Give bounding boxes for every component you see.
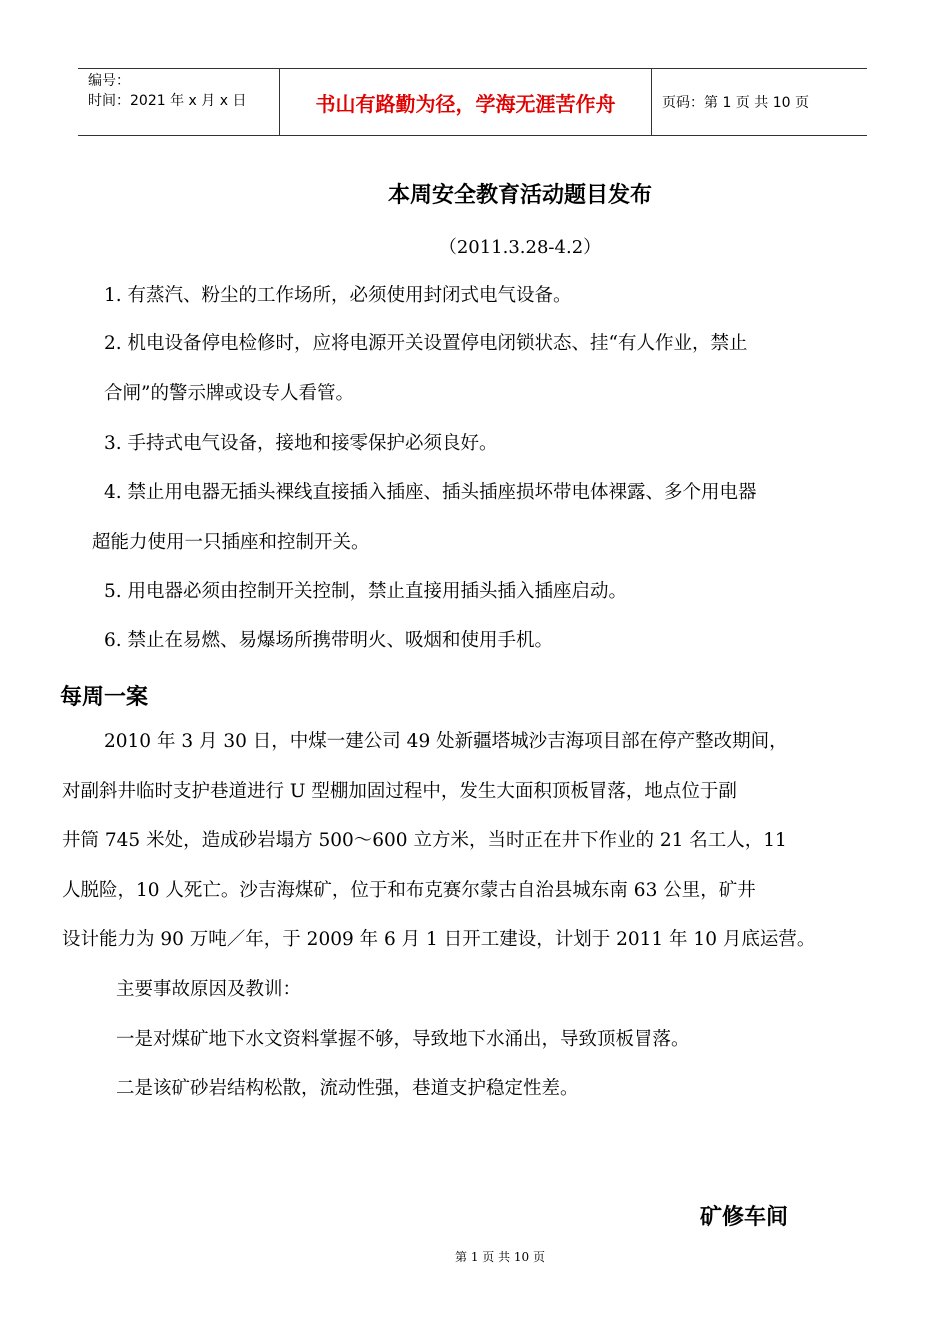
lesson-item: 一是对煤矿地下水文资料掌握不够，导致地下水涌出，导致顶板冒落。 xyxy=(116,1029,690,1050)
list-item: 合闸”的警示牌或设专人看管。 xyxy=(104,383,354,404)
list-item: 3. 手持式电气设备，接地和接零保护必须良好。 xyxy=(104,433,498,454)
case-paragraph-line: 井筒 745 米处，造成砂岩塌方 500～600 立方米，当时正在井下作业的 21 名工人，11 xyxy=(62,830,787,851)
list-item: 超能力使用一只插座和控制开关。 xyxy=(92,532,370,553)
signature: 矿修车间 xyxy=(700,1205,789,1230)
list-item: 1. 有蒸汽、粉尘的工作场所，必须使用封闭式电气设备。 xyxy=(104,285,572,306)
list-item: 5. 用电器必须由控制开关控制，禁止直接用插头插入插座启动。 xyxy=(104,581,628,602)
page-header xyxy=(78,68,867,136)
document-number-label: 编号： xyxy=(88,73,130,89)
list-item: 2. 机电设备停电检修时，应将电源开关设置停电闭锁状态、挂“有人作业，禁止 xyxy=(104,333,748,354)
case-paragraph-line: 人脱险，10 人死亡。沙吉海煤矿，位于和布克赛尔蒙古自治县城东南 63 公里，矿井 xyxy=(62,880,756,901)
page-footer: 第 1 页 共 10 页 xyxy=(455,1250,545,1264)
document-title: 本周安全教育活动题目发布 xyxy=(387,183,652,208)
lesson-item: 二是该矿砂岩结构松散，流动性强，巷道支护稳定性差。 xyxy=(116,1078,579,1099)
list-item: 6. 禁止在易燃、易爆场所携带明火、吸烟和使用手机。 xyxy=(104,630,554,651)
lessons-heading: 主要事故原因及教训： xyxy=(116,979,302,1000)
document-time-label: 时间：2021 年 x 月 x 日 xyxy=(88,93,247,109)
case-paragraph-line: 对副斜井临时支护巷道进行 U 型棚加固过程中，发生大面积顶板冒落，地点位于副 xyxy=(62,781,737,802)
header-meta xyxy=(78,69,280,135)
case-paragraph-line: 设计能力为 90 万吨／年，于 2009 年 6 月 1 日开工建设，计划于 2011 年 10 月底运营。 xyxy=(62,929,816,950)
list-item: 4. 禁止用电器无插头裸线直接插入插座、插头插座损坏带电体裸露、多个用电器 xyxy=(104,482,757,503)
case-heading: 每周一案 xyxy=(60,685,149,710)
header-motto: 书山有路勤为径，学海无涯苦作舟 xyxy=(280,69,652,135)
header-page-info: 页码：第 1 页 共 10 页 xyxy=(662,95,809,111)
case-paragraph-line: 2010 年 3 月 30 日，中煤一建公司 49 处新疆塔城沙吉海项目部在停产整改期间， xyxy=(104,731,788,752)
date-range: （2011.3.28-4.2） xyxy=(438,237,602,258)
